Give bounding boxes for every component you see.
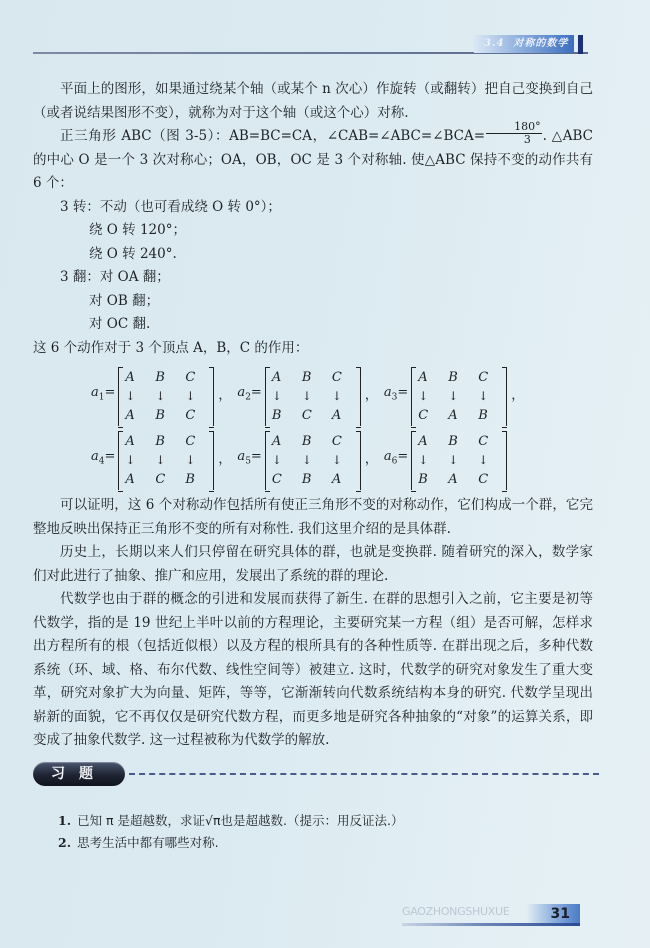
footer-rule bbox=[402, 923, 580, 926]
triangle-text-prefix: 正三角形 ABC（图 3-5）：AB=BC=CA，∠CAB=∠ABC=∠BCA= bbox=[60, 128, 486, 144]
list-item: 3 转：不动（也可看成绕 O 转 0°）； bbox=[60, 198, 281, 215]
dashed-divider bbox=[129, 773, 599, 775]
list-item: 对 OC 翻. bbox=[89, 316, 151, 332]
symmetry-actions-list bbox=[33, 196, 593, 337]
permutation-a5: $a_5=$ A B C ↓ ↓ ↓ C B A ， bbox=[237, 431, 383, 490]
triangle-text-suffix: . △ABC 的中心 O 是一个 3 次对称心；OA，OB，OC 是 3 个对称轴. 使△ABC 保持不变的动作共有 6 个： bbox=[33, 128, 594, 191]
exercise-section-header bbox=[33, 762, 599, 786]
page-body bbox=[33, 78, 593, 753]
down-arrow-icon: ↓ bbox=[125, 388, 136, 403]
permutation-matrix: A B C ↓ ↓ ↓ A C B bbox=[118, 431, 214, 490]
down-arrow-icon: ↓ bbox=[125, 452, 136, 467]
section-title: 对称的数学 bbox=[513, 38, 569, 49]
down-arrow-icon: ↓ bbox=[271, 452, 282, 467]
footer-brand: GAOZHONGSHUXUE bbox=[402, 905, 510, 918]
exercise-list bbox=[58, 810, 403, 854]
down-arrow-icon: ↓ bbox=[271, 388, 282, 403]
page-number: 31 bbox=[526, 904, 580, 924]
permutation-a2: $a_2=$ A B C ↓ ↓ ↓ B C A ， bbox=[237, 367, 383, 426]
actions-intro: 这 6 个动作对于 3 个顶点 A，B，C 的作用： bbox=[33, 339, 309, 356]
down-arrow-icon: ↓ bbox=[448, 388, 459, 403]
matrix-row-2 bbox=[33, 428, 593, 492]
permutation-matrix: A B C ↓ ↓ ↓ B C A bbox=[265, 367, 361, 426]
fraction-numerator: 180° bbox=[486, 121, 542, 134]
down-arrow-icon: ↓ bbox=[155, 452, 166, 467]
permutation-a1: $a_1=$ A B C ↓ ↓ ↓ A B C ， bbox=[91, 367, 237, 426]
down-arrow-icon: ↓ bbox=[418, 452, 429, 467]
exercise-heading: 习题 bbox=[33, 762, 125, 786]
exercise-text: 思考生活中都有哪些对称. bbox=[77, 835, 219, 850]
paragraph-definition: 平面上的图形，如果通过绕某个轴（或某个 n 次心）作旋转（或翻转）把自己变换到自己（或者说结果图形不变），就称为对于这个轴（或这个心）对称. bbox=[33, 81, 593, 121]
paragraph-group-proof: 可以证明，这 6 个对称动作包括所有使正三角形不变的对称动作，它们构成一个群，它完整地反映出保持正三角形不变的所有对称性. 我们这里介绍的是具体群. bbox=[33, 497, 593, 537]
permutation-matrix: A B C ↓ ↓ ↓ C B A bbox=[265, 431, 361, 490]
down-arrow-icon: ↓ bbox=[301, 388, 312, 403]
down-arrow-icon: ↓ bbox=[301, 452, 312, 467]
header-accent-block bbox=[578, 35, 583, 54]
exercise-item bbox=[58, 832, 403, 854]
down-arrow-icon: ↓ bbox=[448, 452, 459, 467]
exercise-number: 1. bbox=[58, 813, 72, 828]
down-arrow-icon: ↓ bbox=[478, 452, 489, 467]
permutation-matrix: A B C ↓ ↓ ↓ B A C bbox=[411, 431, 507, 490]
permutation-a4: $a_4=$ A B C ↓ ↓ ↓ A C B ， bbox=[91, 431, 237, 490]
down-arrow-icon: ↓ bbox=[478, 388, 489, 403]
permutation-a3: $a_3=$ A B C ↓ ↓ ↓ C A B ， bbox=[384, 367, 530, 426]
down-arrow-icon: ↓ bbox=[185, 452, 196, 467]
list-item: 绕 O 转 120°； bbox=[89, 222, 186, 238]
exercise-text: 已知 π 是超越数，求证√π也是超越数.（提示：用反证法.） bbox=[77, 813, 404, 828]
exercise-item bbox=[58, 810, 403, 832]
down-arrow-icon: ↓ bbox=[155, 388, 166, 403]
section-number: 3.4 bbox=[484, 38, 505, 49]
paragraph-history: 历史上，长期以来人们只停留在研究具体的群，也就是变换群. 随着研究的深入，数学家们对此进行了抽象、推广和应用，发展出了系统的群的理论. bbox=[33, 544, 593, 584]
angle-fraction bbox=[486, 121, 542, 146]
fraction-denominator: 3 bbox=[523, 133, 531, 146]
paragraph-triangle bbox=[33, 120, 594, 196]
exercise-number: 2. bbox=[58, 835, 72, 850]
section-header-tab bbox=[474, 35, 574, 53]
list-item: 对 OB 翻； bbox=[89, 292, 160, 309]
permutation-a6: $a_6=$ A B C ↓ ↓ ↓ B A C bbox=[384, 431, 517, 490]
down-arrow-icon: ↓ bbox=[331, 452, 342, 467]
permutation-matrix: A B C ↓ ↓ ↓ A B C bbox=[118, 367, 214, 426]
down-arrow-icon: ↓ bbox=[185, 388, 196, 403]
down-arrow-icon: ↓ bbox=[418, 388, 429, 403]
permutation-matrix: A B C ↓ ↓ ↓ C A B bbox=[411, 367, 507, 426]
paragraph-algebra: 代数学也由于群的概念的引进和发展而获得了新生. 在群的思想引入之前，它主要是初等代数学，指的是 19 世纪上半叶以前的方程理论，主要研究某一方程（组）是否可解，怎样求出方程所有的根（包括近似根）以及方程的根所具有的各种性质等. 在群出现之后，多种代数系统（环、域、格、布尔代数、线性空间等）被建立. 这时，代数学的研究对象发生了重大变革，研究对象扩大为向量、矩阵，等等，它渐渐转向代数系统结构本身的研究. 代数学呈现出崭新的面貌，它不再仅仅是研究代数方程，而更多地是研究各种抽象的“对象”的运算关系，即变成了抽象代数学. 这一过程被称为代数学的解放. bbox=[33, 591, 593, 748]
list-item: 3 翻：对 OA 翻； bbox=[60, 269, 170, 285]
matrix-row-1 bbox=[33, 364, 593, 428]
list-item: 绕 O 转 240°. bbox=[89, 245, 177, 262]
permutation-matrices bbox=[33, 364, 593, 492]
down-arrow-icon: ↓ bbox=[331, 388, 342, 403]
